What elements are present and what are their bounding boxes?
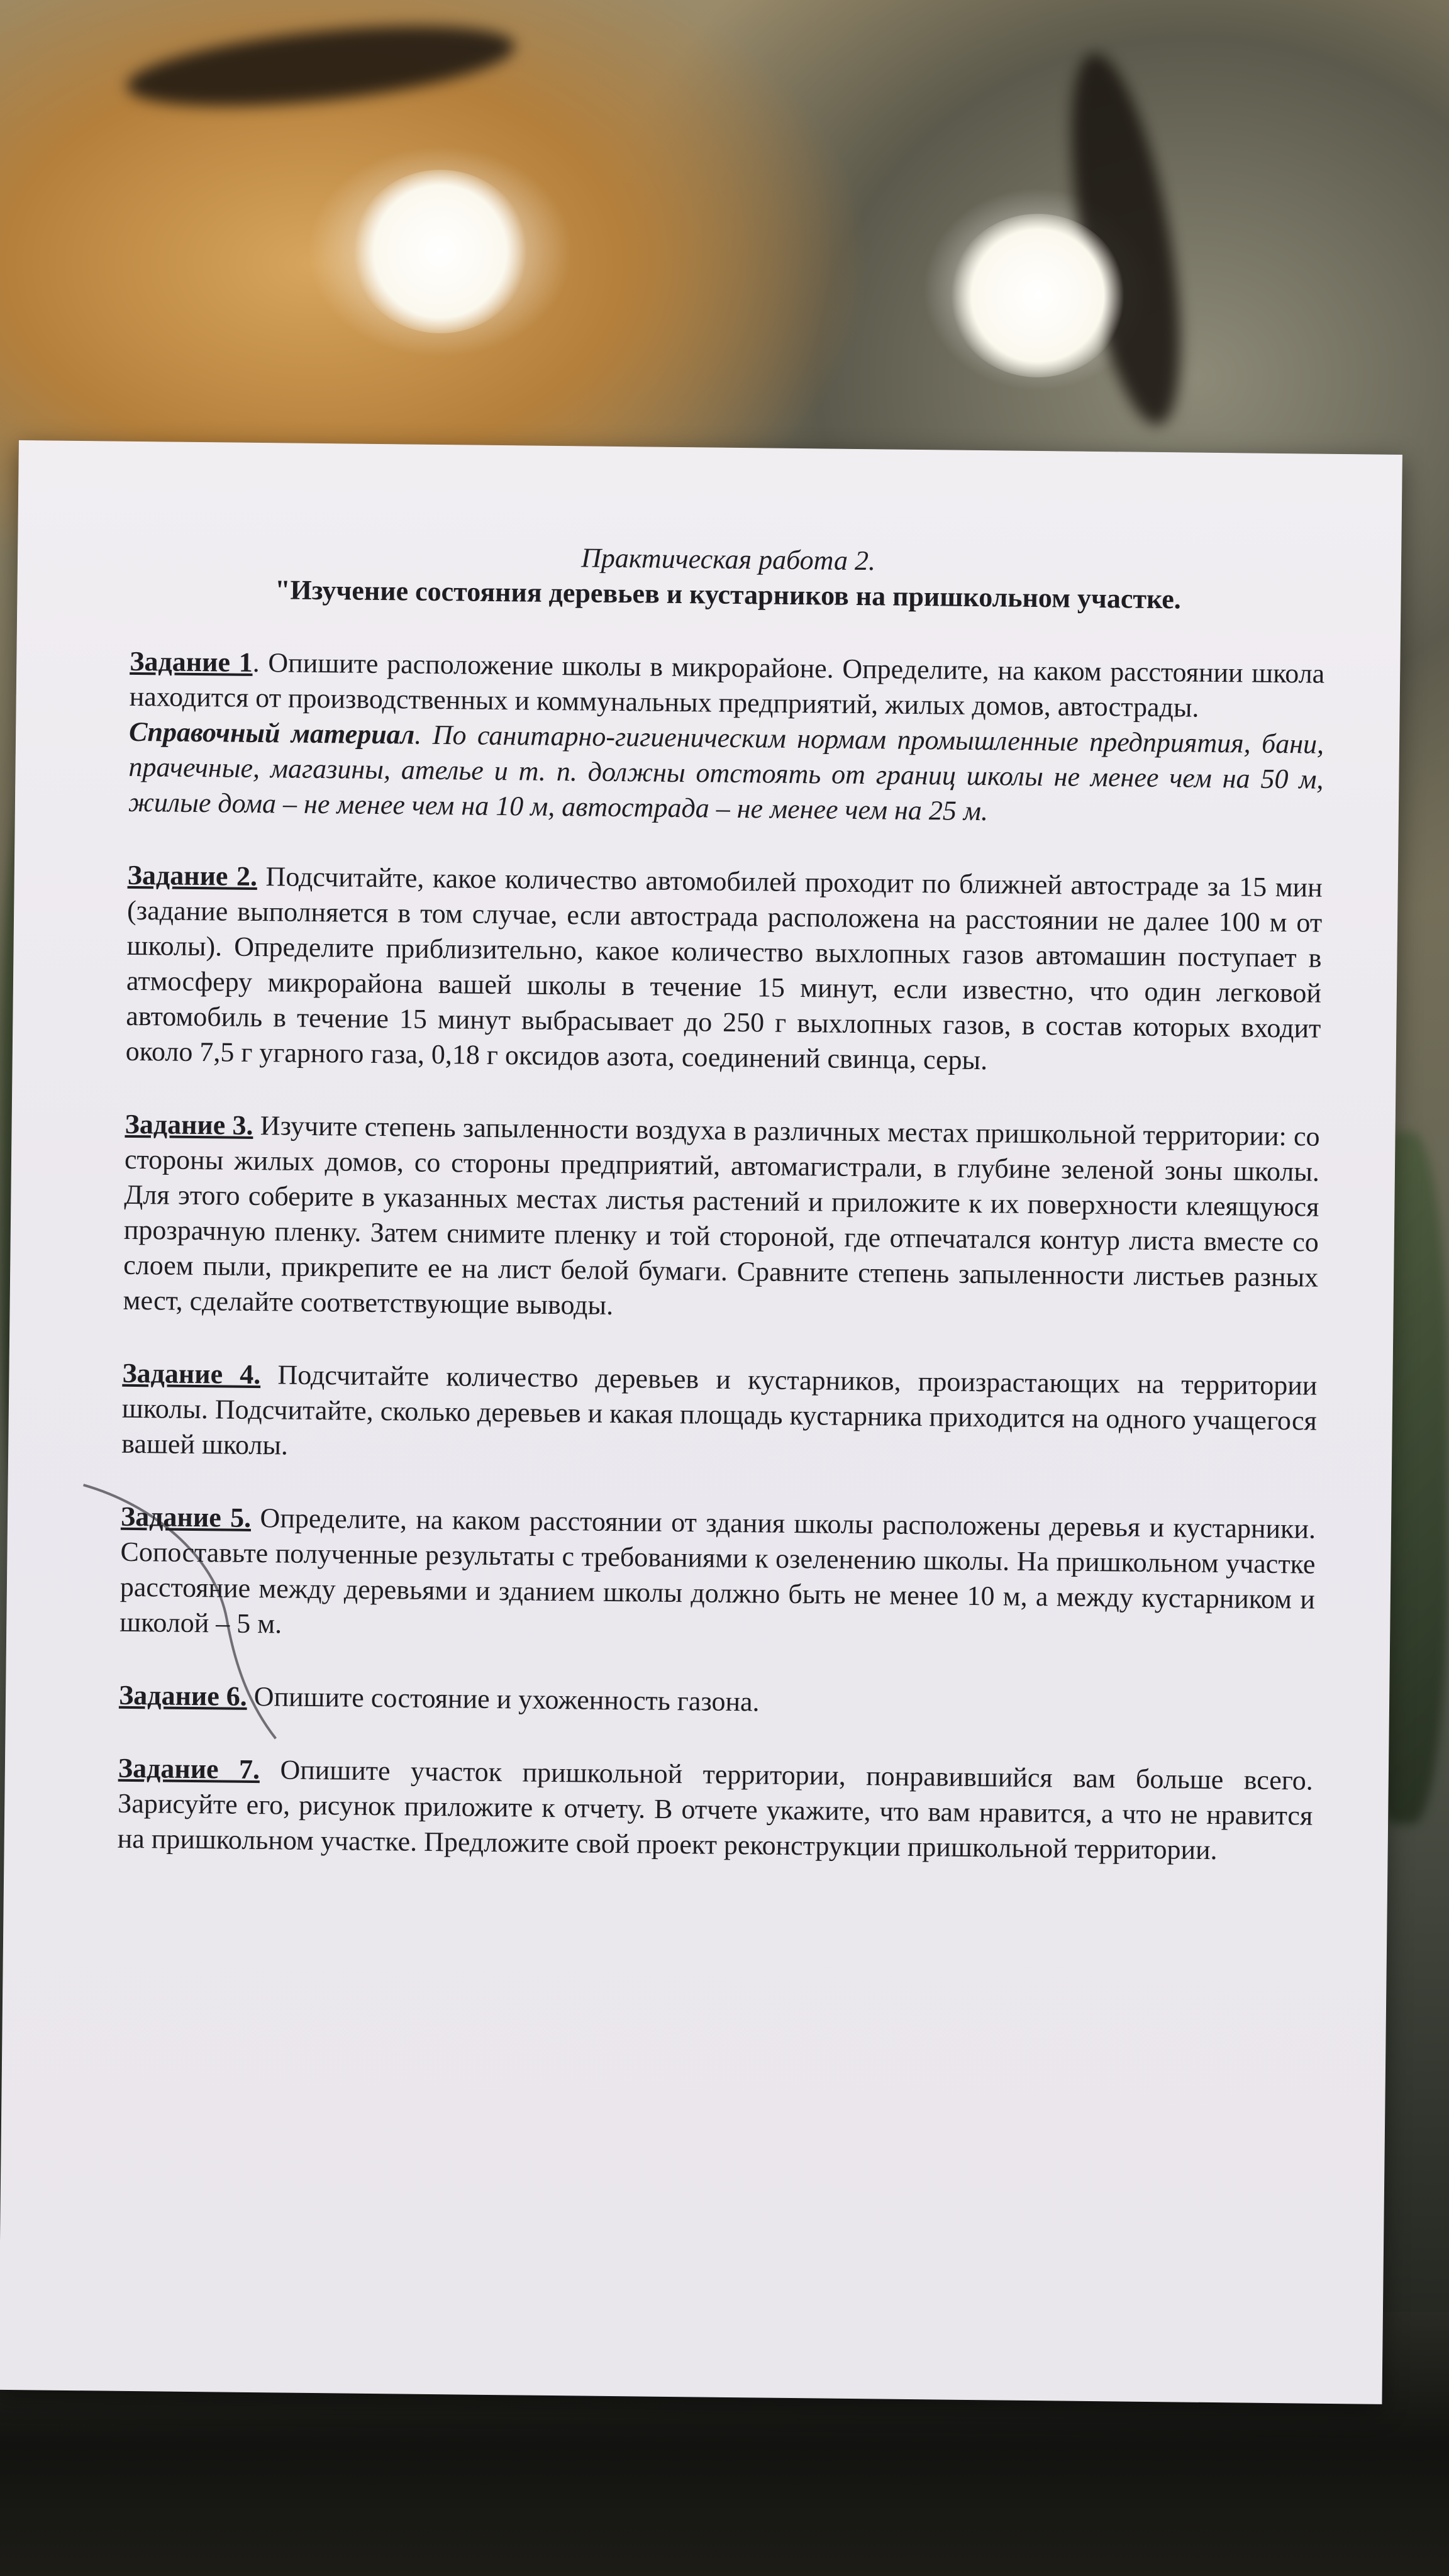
- task-3: [123, 1107, 1319, 1331]
- paper-sheet: [0, 440, 1402, 2404]
- task-label: Задание 7.: [118, 1752, 260, 1785]
- task-text: Опишите участок пришкольной территории, понравившийся вам больше всего. Зарисуйте его, рисунок приложите к отчету. В отчете укажите, что вам нравится, а что не нравится на пришкольном участке. Предложите свой проект реконструкции пришкольной территории.: [117, 1754, 1314, 1866]
- ceiling-lamp-reflection: [950, 214, 1126, 377]
- task-text: Подсчитайте, какое количество автомобилей проходит по ближней автостраде за 15 мин (задание выполняется в том случае, если автострада расположена на расстоянии не далее 100 м от школы). Определите приблизительно, какое количество выхлопных газов автомашин поступает в атмосферу микрорайона вашей школы в течение 15 минут, если известно, что один легковой автомобиль в течение 15 минут выбрасывает до 250 г выхлопных газов, в состав которых входит около 7,5 г угарного газа, 0,18 г оксидов азота, соединений свинца, серы.: [125, 861, 1323, 1076]
- reference-text: . По санитарно-гигиеническим нормам промышленные предприятия, бани, прачечные, магазины, ателье и т. п. должны отстоять от границ школы не менее чем на 50 м, жилые дома – не менее чем на 10 м, автострада – не менее чем на 25 м.: [128, 719, 1324, 827]
- task-5: [119, 1499, 1316, 1653]
- task-4: [121, 1356, 1318, 1474]
- task-label: Задание 6.: [118, 1679, 248, 1712]
- task-6: [119, 1678, 1314, 1726]
- task-label: Задание 3.: [125, 1108, 253, 1141]
- ceiling-lamp-reflection: [352, 170, 528, 333]
- task-7: [117, 1751, 1313, 1869]
- task-text: Опишите состояние и ухоженность газона.: [247, 1680, 760, 1718]
- task-label: Задание 2.: [127, 859, 258, 892]
- document-body: [117, 536, 1326, 1907]
- background-dark-streak: [123, 11, 518, 121]
- task-text: Определите, на каком расстоянии от здания школы расположены деревья и кустарники. Сопоставьте полученные результаты с требованиями к озеленению школы. На пришкольном участке расстояние между деревьями и зданием школы должно быть не менее 10 м, а между кустарником и школой – 5 м.: [119, 1502, 1316, 1640]
- task-text: Изучите степень запыленности воздуха в различных местах пришкольной территории: со стороны жилых домов, со стороны предприятий, автомагистрали, в глубине зеленой зоны школы. Для этого соберите в указанных местах листья растений и приложите к их поверхности клеящуюся прозрачную пленку. Затем снимите пленку и той стороной, где отпечатался контур листа вместе со слоем пыли, прикрепите ее на лист белой бумаги. Сравните степень запыленности листьев разных мест, сделайте соответствующие выводы.: [123, 1109, 1320, 1321]
- task-2: [126, 858, 1323, 1082]
- document-title: "Изучение состояния деревьев и кустарников на пришкольном участке.: [274, 574, 1182, 615]
- document-header: [130, 536, 1326, 619]
- reference-label: Справочный материал: [128, 716, 415, 750]
- task-text: Подсчитайте количество деревьев и кустарников, произрастающих на территории школы. Подсчитайте, сколько деревьев и какая площадь кустарника приходится на одного учащегося вашей школы.: [121, 1359, 1318, 1461]
- task-text: . Опишите расположение школы в микрорайоне. Определите, на каком расстоянии школа находится от производственных и коммунальных предприятий, жилых домов, автострады.: [129, 647, 1325, 723]
- task-label: Задание 4.: [122, 1357, 261, 1391]
- task-label: Задание 1: [130, 645, 253, 678]
- task-label: Задание 5.: [120, 1501, 252, 1533]
- task-1: [128, 644, 1325, 833]
- document-subtitle: Практическая работа 2.: [580, 542, 876, 577]
